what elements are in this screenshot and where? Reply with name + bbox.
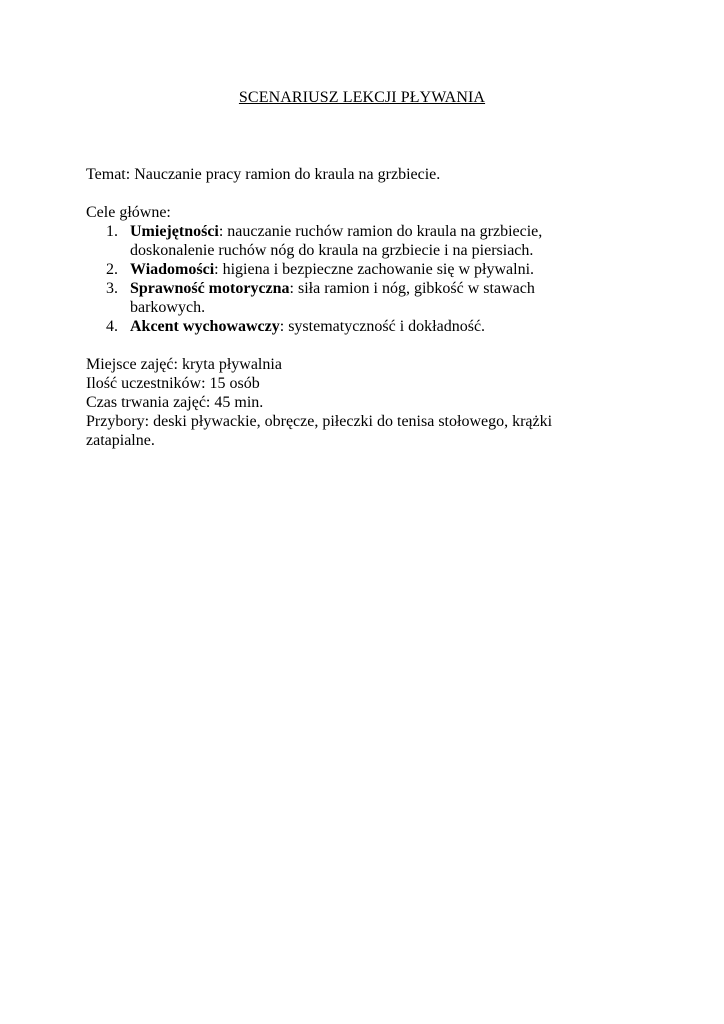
goal-description: : nauczanie ruchów ramion do kraula na grzbiecie,	[218, 223, 543, 240]
goal-number: 2.	[106, 261, 118, 278]
document-title: SCENARIUSZ LEKCJI PŁYWANIA	[238, 89, 486, 106]
goal-term: Sprawność motoryczna	[130, 280, 290, 297]
goal-text	[130, 318, 485, 335]
goal-term: Akcent wychowawczy	[130, 318, 280, 335]
goal-description: : systematyczność i dokładność.	[279, 318, 486, 335]
goal-text	[130, 261, 534, 278]
goal-item-2	[86, 260, 646, 279]
goal-number: 4.	[106, 318, 118, 335]
goal-number: 3.	[106, 280, 118, 297]
lesson-duration: Czas trwania zajęć: 45 min.	[86, 394, 264, 411]
goal-text	[130, 223, 542, 240]
goals-heading: Cele główne:	[86, 204, 171, 221]
document-body	[86, 165, 646, 450]
lesson-participants: Ilość uczestników: 15 osób	[86, 375, 260, 392]
goal-continuation: barkowych.	[130, 299, 206, 316]
lesson-topic: Temat: Nauczanie pracy ramion do kraula na grzbiecie.	[86, 166, 441, 183]
goal-item-1	[86, 222, 646, 260]
spacer	[86, 184, 646, 203]
goal-description: : siła ramion i nóg, gibkość w stawach	[289, 280, 535, 297]
goal-term: Umiejętności	[130, 223, 219, 240]
goal-item-3	[86, 279, 646, 317]
goal-item-4	[86, 317, 646, 336]
goal-description: : higiena i bezpieczne zachowanie się w pływalni.	[214, 261, 535, 278]
lesson-equipment-continuation: zatapialne.	[86, 432, 155, 449]
goal-term: Wiadomości	[130, 261, 215, 278]
goal-number: 1.	[106, 223, 118, 240]
goals-list	[86, 222, 646, 336]
spacer	[86, 336, 646, 355]
lesson-place: Miejsce zajęć: kryta pływalnia	[86, 356, 282, 373]
lesson-equipment: Przybory: deski pływackie, obręcze, piłeczki do tenisa stołowego, krążki	[86, 413, 553, 430]
goal-text	[130, 280, 535, 297]
goal-continuation: doskonalenie ruchów nóg do kraula na grzbiecie i na piersiach.	[130, 242, 534, 259]
